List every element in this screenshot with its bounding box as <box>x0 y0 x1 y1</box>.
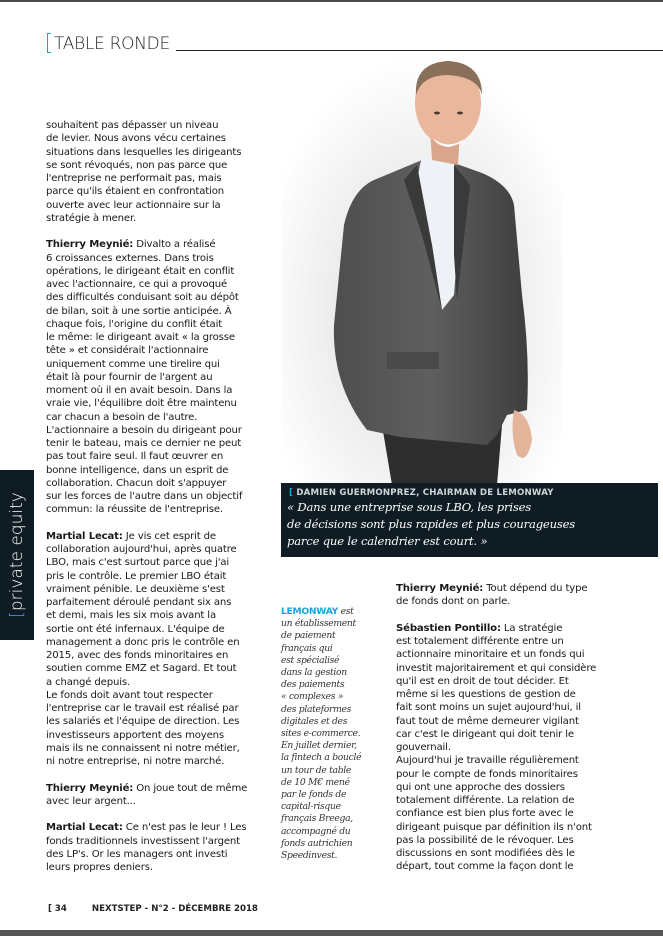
text-line <box>46 556 247 569</box>
quote-line: parce que le calendrier est court. » <box>287 534 488 548</box>
line-text: des difficultés conduisant soit au dépôt <box>46 292 239 304</box>
bottom-border <box>0 930 663 936</box>
text-line <box>46 609 247 622</box>
line-text: et demi, mais les six mois avant la <box>46 610 216 622</box>
text-line <box>396 635 596 648</box>
sidenote-line <box>281 716 361 728</box>
line-text: dans la gestion <box>281 667 347 679</box>
text-line <box>46 835 247 848</box>
line-text: avec l'actionnaire, ce qui a provoqué <box>46 279 228 290</box>
line-text: de 10 M€ mené <box>281 776 350 788</box>
line-text: Speedinvest. <box>281 850 338 862</box>
line-text: est spécialisé <box>281 654 340 666</box>
section-side-tab <box>0 470 34 640</box>
text-line <box>396 768 596 781</box>
line-text: de bilan, soit à une sortie anticipée. À <box>46 305 232 317</box>
line-text: management a donc pris le contrôle en <box>46 636 240 648</box>
line-text: On joue tout de même <box>133 782 248 794</box>
line-text: collaboration aujourd'hui, après quatre <box>46 544 237 555</box>
side-tab-label: private equity <box>7 492 27 612</box>
sidenote-line <box>281 813 361 825</box>
line-text: l'entreprise ne performait pas, mais <box>46 173 222 184</box>
line-text: faut tout de même demeurer vigilant <box>396 715 579 727</box>
line-text: pour le compte de fonds minoritaires <box>396 768 578 780</box>
quote-attribution: DAMIEN GUERMONPREZ, CHAIRMAN DE LEMONWAY <box>296 488 554 498</box>
line-text: car c'est le dirigeant qui doit tenir le <box>396 728 574 740</box>
sidenote-line <box>281 838 361 850</box>
sidenote-line <box>281 630 361 642</box>
line-text: digitales et des <box>281 715 348 727</box>
text-line <box>46 265 247 278</box>
text-line <box>46 795 247 808</box>
text-line <box>396 675 596 688</box>
text-line <box>46 305 247 318</box>
publication-info: NEXTSTEP - N°2 - DÉCEMBRE 2018 <box>91 904 258 914</box>
left-text-column <box>46 119 247 874</box>
line-text: de paiement <box>281 630 336 642</box>
line-text: départ, tout comme la façon dont le <box>396 861 574 873</box>
text-line <box>46 543 247 556</box>
line-text: accompagné du <box>281 825 351 837</box>
text-line <box>396 847 596 860</box>
line-text: L'actionnaire a besoin du dirigeant pour <box>46 424 242 436</box>
text-line <box>46 437 247 450</box>
text-line <box>396 754 596 767</box>
text-line <box>46 344 247 357</box>
text-line <box>46 278 247 291</box>
text-line <box>46 715 247 728</box>
text-line <box>396 701 596 714</box>
line-text: sites e-commerce. <box>281 728 361 740</box>
portrait-photo <box>282 55 562 485</box>
line-text: la fintech a bouclé <box>281 752 362 764</box>
text-line <box>396 807 596 820</box>
line-text: car chacun a besoin de l'autre. <box>46 411 198 423</box>
sidenote-line <box>281 606 361 618</box>
line-text: 2015, avec des fonds minoritaires en <box>46 650 229 661</box>
right-text-column <box>396 582 596 874</box>
sidenote-line <box>281 850 361 862</box>
text-line <box>46 331 247 344</box>
text-line <box>396 781 596 794</box>
page-footer <box>48 904 258 914</box>
text-line <box>46 570 247 583</box>
line-text: La stratégie <box>500 622 563 634</box>
line-text: français Breega, <box>281 813 353 825</box>
text-line <box>396 821 596 834</box>
line-text: a changé depuis. <box>46 676 131 688</box>
sidenote-line <box>281 618 361 630</box>
page-number: [ 34 <box>48 904 67 914</box>
line-text: parfaitement déroulé pendant six ans <box>46 597 232 608</box>
text-line <box>46 172 247 185</box>
sidenote-line <box>281 643 361 655</box>
line-text: opérations, le dirigeant était en conflit <box>46 265 235 277</box>
line-text: avec leur argent... <box>46 795 136 807</box>
text-line <box>46 132 247 145</box>
text-line <box>46 185 247 198</box>
text-line <box>46 729 247 742</box>
line-text: par le fonds de <box>281 789 347 801</box>
speaker-name: Sébastien Pontillo: <box>396 622 501 634</box>
line-text: Divalto a réalisé <box>133 239 216 251</box>
text-line <box>46 358 247 371</box>
text-line <box>46 649 247 662</box>
sidenote-line <box>281 667 361 679</box>
sidenote-line <box>281 752 361 764</box>
sidenote-line <box>281 655 361 667</box>
speaker-name: Thierry Meynié: <box>396 583 484 594</box>
text-line <box>46 146 247 159</box>
text-line <box>396 582 596 595</box>
line-text: confiance est bien plus forte avec le <box>396 808 574 820</box>
line-text: uniquement comme une tirelire qui <box>46 358 220 370</box>
text-line <box>46 742 247 755</box>
speaker-name: Thierry Meynié: <box>46 782 134 794</box>
line-text: « complexes » <box>281 691 344 703</box>
text-line <box>46 848 247 861</box>
bracket-mark: [ <box>7 611 27 618</box>
line-text: moment où il en avait besoin. Dans la <box>46 385 233 396</box>
line-text: actionnaire minoritaire et un fonds qui <box>396 649 585 661</box>
line-text: En juillet dernier, <box>281 740 357 752</box>
text-line <box>396 622 596 635</box>
line-text: LBO, mais c'est surtout parce que j'ai <box>46 557 230 569</box>
text-line <box>46 477 247 490</box>
line-text: ni notre entreprise, ni notre marché. <box>46 756 225 767</box>
line-text: des plateformes <box>281 703 352 715</box>
header-rule <box>176 50 663 52</box>
line-text: situations dans lesquelles les dirigeants <box>46 146 242 158</box>
text-line <box>46 861 247 874</box>
line-text: tenir le bateau, mais ce dernier ne peut <box>46 438 242 449</box>
text-line <box>46 252 247 265</box>
line-text: vraiment pénible. Le deuxième s'est <box>46 583 225 595</box>
text-line <box>396 595 596 608</box>
line-text: fonds traditionnels investissent l'argent <box>46 835 240 847</box>
line-text: Je vis cet esprit de <box>122 530 216 542</box>
sidenote-line <box>281 728 361 740</box>
text-line <box>396 834 596 847</box>
line-text: Le fonds doit avant tout respecter <box>46 689 213 701</box>
line-text: se sont révoqués, non pas parce que <box>46 159 228 171</box>
text-line <box>46 424 247 437</box>
top-border <box>0 0 663 2</box>
text-line <box>46 411 247 424</box>
bracket-mark: [ <box>289 488 294 498</box>
line-text: totalement différente. La relation de <box>396 795 575 806</box>
line-text: l'entreprise car le travail est réalisé par <box>46 703 239 714</box>
speaker-name: Martial Lecat: <box>46 530 123 542</box>
text-line <box>46 490 247 503</box>
paragraph-gap <box>46 768 247 781</box>
text-line <box>46 199 247 212</box>
line-text: de fonds dont on parle. <box>396 596 511 608</box>
text-line <box>46 397 247 410</box>
text-line <box>46 159 247 172</box>
text-line <box>46 212 247 225</box>
text-line <box>46 676 247 689</box>
bracket-mark <box>47 33 51 53</box>
line-text: français qui <box>281 642 333 654</box>
line-text: capital-risque <box>281 801 341 813</box>
sidenote-line <box>281 801 361 813</box>
line-text: était là pour fournir de l'argent au <box>46 371 213 383</box>
text-line <box>46 636 247 649</box>
line-text: un établissement <box>281 618 356 630</box>
line-text: des paiements <box>281 679 345 691</box>
line-text: 6 croissances externes. Dans trois <box>46 252 214 264</box>
text-line <box>396 860 596 873</box>
paragraph-gap <box>46 517 247 530</box>
line-text: est <box>337 606 354 617</box>
line-text: dirigeant puisque par définition ils n'ont <box>396 821 592 833</box>
line-text: sur les forces de l'autre dans un objectif <box>46 491 243 502</box>
sidenote-line <box>281 826 361 838</box>
line-text: de levier. Nous avons vécu certaines <box>46 133 226 145</box>
line-text: tête » et considérait l'actionnaire <box>46 345 209 357</box>
text-line <box>46 119 247 132</box>
line-text: fait sont moins un sujet aujourd'hui, il <box>396 702 581 714</box>
sidenote-line <box>281 740 361 752</box>
line-text: Tout dépend du type <box>483 583 588 594</box>
text-line <box>46 782 247 795</box>
text-line <box>46 503 247 516</box>
line-text: commun: la réussite de l'entreprise. <box>46 504 223 516</box>
text-line <box>46 238 247 251</box>
line-text: leurs propres deniers. <box>46 862 153 873</box>
line-text: un tour de table <box>281 764 352 776</box>
line-text: soutien comme EMZ et Sagard. Et tout <box>46 663 237 675</box>
text-line <box>46 662 247 675</box>
line-text: même si les questions de gestion de <box>396 689 576 700</box>
quote-line: de décisions sont plus rapides et plus courageuses <box>287 517 576 531</box>
text-line <box>396 741 596 754</box>
quote-text <box>287 499 575 550</box>
line-text: Aujourd'hui je travaille régulièrement <box>396 755 579 767</box>
line-text: fonds autrichien <box>281 837 353 849</box>
line-text: le même: le dirigeant avait « la grosse <box>46 332 235 343</box>
text-line <box>46 450 247 463</box>
text-line <box>46 464 247 477</box>
text-line <box>46 623 247 636</box>
line-text: qu'il est en droit de tout décider. Et <box>396 675 569 687</box>
line-text: qui ont une approche des dossiers <box>396 781 565 793</box>
line-text: parce qu'ils étaient en confrontation <box>46 186 224 198</box>
sidenote-line <box>281 789 361 801</box>
line-text: investit majoritairement et qui considère <box>396 662 597 674</box>
line-text: collaboration. Chacun doit s'appuyer <box>46 477 227 489</box>
text-line <box>46 291 247 304</box>
sidenote-line <box>281 679 361 691</box>
line-text: pas la possibilité de le révoquer. Les <box>396 834 574 846</box>
text-line <box>46 755 247 768</box>
text-line <box>46 689 247 702</box>
text-line <box>46 371 247 384</box>
text-line <box>396 715 596 728</box>
sidenote-line <box>281 704 361 716</box>
text-line <box>396 662 596 675</box>
text-line <box>396 688 596 701</box>
line-text: mais ils ne connaissent ni notre métier, <box>46 742 240 754</box>
text-line <box>46 596 247 609</box>
sidenote-line <box>281 765 361 777</box>
paragraph-gap <box>396 609 596 622</box>
line-text: pris le contrôle. Le premier LBO était <box>46 570 227 582</box>
text-line <box>46 384 247 397</box>
sidenote-line <box>281 691 361 703</box>
line-text: ouverte avec leur actionnaire sur la <box>46 199 221 211</box>
line-text: souhaitent pas dépasser un niveau <box>46 120 219 131</box>
text-line <box>46 530 247 543</box>
line-text: vraie vie, l'équilibre doit être maintenu <box>46 398 237 410</box>
speaker-name: Martial Lecat: <box>46 822 123 834</box>
sidenote-line <box>281 777 361 789</box>
line-text: pas tout faire seul. Il faut œuvrer en <box>46 451 224 463</box>
line-text: investisseurs apportent des moyens <box>46 729 225 741</box>
company-sidenote <box>281 606 361 862</box>
section-header <box>47 33 663 53</box>
line-text: les salariés et l'équipe de direction. Les <box>46 716 240 728</box>
paragraph-gap <box>46 225 247 238</box>
text-line <box>396 728 596 741</box>
quote-line: « Dans une entreprise sous LBO, les prises <box>287 500 532 514</box>
text-line <box>46 702 247 715</box>
line-text: discussions en sont modifiées dès le <box>396 848 575 859</box>
speaker-name: Thierry Meynié: <box>46 239 134 251</box>
text-line <box>46 318 247 331</box>
pull-quote <box>281 483 658 557</box>
brand-name: LEMONWAY <box>281 606 338 617</box>
line-text: sortie ont été infernaux. L'équipe de <box>46 623 225 635</box>
text-line <box>46 583 247 596</box>
line-text: Ce n'est pas le leur ! Les <box>122 822 247 834</box>
text-line <box>396 648 596 661</box>
line-text: chaque fois, l'origine du conflit était <box>46 318 223 330</box>
text-line <box>396 794 596 807</box>
section-title: TABLE RONDE <box>54 34 170 54</box>
line-text: est totalement différente entre un <box>396 636 564 647</box>
line-text: stratégie à mener. <box>46 212 137 224</box>
paragraph-gap <box>46 808 247 821</box>
line-text: des LP's. Or les managers ont investi <box>46 848 228 860</box>
line-text: bonne intelligence, dans un esprit de <box>46 464 229 476</box>
text-line <box>46 821 247 834</box>
line-text: gouvernail. <box>396 742 451 753</box>
